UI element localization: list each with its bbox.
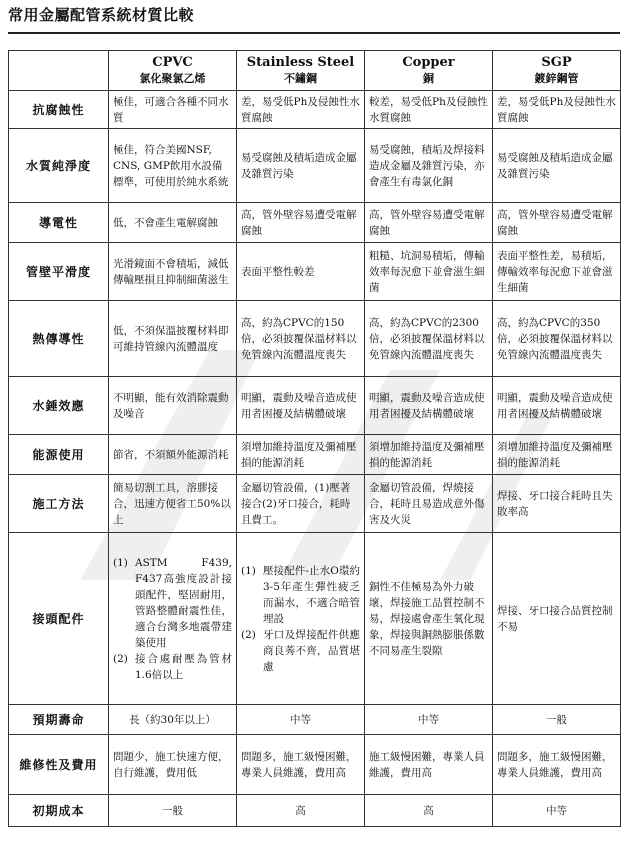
row-label: 導電性 [9, 203, 109, 243]
list-number: (1) [113, 556, 128, 569]
table-row [9, 795, 621, 827]
table-cell: 長（約30年以上） [109, 705, 237, 735]
table-row [9, 91, 621, 129]
list-number: (1) [241, 564, 256, 577]
list-number: (2) [241, 628, 256, 641]
table-cell: 易受腐蝕及積垢造成金屬及雜質污染 [237, 129, 365, 203]
table-cell: 一般 [493, 705, 621, 735]
header-sgp [493, 51, 621, 91]
table-cell-ss-joints [237, 533, 365, 705]
table-cell: 高，管外壁容易遭受電解腐蝕 [493, 203, 621, 243]
table-cell: 高 [365, 795, 493, 827]
table-cell: 明顯，震動及噪音造成使用者困擾及結構體破壞 [365, 377, 493, 435]
row-label: 管壁平滑度 [9, 243, 109, 301]
table-cell: 問題多，施工級慢困難，專業人員維護，費用高 [493, 735, 621, 795]
list-text: 接合處耐壓為管材1.6倍以上 [135, 652, 232, 681]
table-cell: 明顯，震動及噪音造成使用者困擾及結構體破壞 [493, 377, 621, 435]
header-en: CPVC [152, 54, 193, 70]
table-cell: 施工級慢困難，專業人員維護，費用高 [365, 735, 493, 795]
table-cell: 高，約為CPVC的2300倍，必須披覆保溫材料以免管線內流體溫度喪失 [365, 301, 493, 377]
header-zh: 氯化聚氯乙烯 [139, 71, 206, 85]
table-row [9, 129, 621, 203]
list-text: 牙口及焊接配件供應商良莠不齊，品質堪慮 [263, 628, 360, 673]
table-cell: 較差，易受低Ph及侵蝕性水質腐蝕 [365, 91, 493, 129]
table-cell: 低，不會產生電解腐蝕 [109, 203, 237, 243]
table-row [9, 203, 621, 243]
table-row [9, 475, 621, 533]
table-cell: 易受腐蝕，積垢及焊接料造成金屬及雜質污染，亦會產生有毒氯化銅 [365, 129, 493, 203]
header-zh: 鍍鋅鋼管 [534, 71, 579, 85]
row-label: 熱傳導性 [9, 301, 109, 377]
table-cell: 高，約為CPVC的150倍，必須披覆保溫材料以免管線內流體溫度喪失 [237, 301, 365, 377]
row-label: 維修性及費用 [9, 735, 109, 795]
header-cpvc [109, 51, 237, 91]
table-cell: 差，易受低Ph及侵蝕性水質腐蝕 [237, 91, 365, 129]
table-cell: 極佳，符合美國NSF, CNS, GMP飲用水設備標準，可使用於純水系統 [109, 129, 237, 203]
table-cell: 問題多，施工級慢困難，專業人員維護，費用高 [237, 735, 365, 795]
table-row [9, 243, 621, 301]
row-label: 初期成本 [9, 795, 109, 827]
table-cell: 須增加維持溫度及彌補壓損的能源消耗 [493, 435, 621, 475]
table-cell: 中等 [493, 795, 621, 827]
header-en: Copper [402, 54, 455, 70]
header-stainless-steel [237, 51, 365, 91]
table-cell: 金屬切管設備，焊燒接合，耗時且易造成意外傷害及火災 [365, 475, 493, 533]
table-row [9, 705, 621, 735]
row-label: 水錘效應 [9, 377, 109, 435]
table-cell: 焊接、牙口接合品質控制不易 [493, 533, 621, 705]
table-cell: 表面平整性較差 [237, 243, 365, 301]
list-item [113, 555, 232, 651]
table-cell: 明顯，震動及噪音造成使用者困擾及結構體破壞 [237, 377, 365, 435]
header-copper [365, 51, 493, 91]
table-cell: 銅性不佳極易為外力破壞，焊接施工品質控制不易，焊接處會產生氧化現象，焊接與銅熱膨脹係數不同易產生裂隙 [365, 533, 493, 705]
list-item [241, 627, 360, 675]
table-cell: 低，不須保溫披覆材料即可維持管線內流體溫度 [109, 301, 237, 377]
comparison-table [8, 50, 621, 827]
title-underline [8, 32, 620, 34]
table-row [9, 377, 621, 435]
table-cell: 中等 [365, 705, 493, 735]
table-cell: 簡易切割工具，溶膠接合，迅速方便省工50%以上 [109, 475, 237, 533]
table-cell: 一般 [109, 795, 237, 827]
list-text: 壓接配件-止水O環約3-5年產生彈性疲乏而漏水，不適合暗管埋設 [263, 564, 360, 625]
header-en: Stainless Steel [246, 54, 355, 70]
table-cell: 金屬切管設備，(1)壓著接合(2)牙口接合，耗時且費工。 [237, 475, 365, 533]
list-number: (2) [113, 652, 128, 665]
table-cell: 易受腐蝕及積垢造成金屬及雜質污染 [493, 129, 621, 203]
table-cell-cpvc-joints [109, 533, 237, 705]
table-cell: 表面平整性差，易積垢，傳輸效率每況愈下並會滋生細菌 [493, 243, 621, 301]
table-cell: 光滑鏡面不會積垢，減低傳輸壓損且抑制細菌滋生 [109, 243, 237, 301]
table-cell: 高 [237, 795, 365, 827]
row-label: 預期壽命 [9, 705, 109, 735]
table-cell: 焊接、牙口接合耗時且失敗率高 [493, 475, 621, 533]
header-en: SGP [541, 54, 572, 70]
table-cell: 須增加維持溫度及彌補壓損的能源消耗 [237, 435, 365, 475]
table-row [9, 301, 621, 377]
page-title: 常用金屬配管系統材質比較 [8, 6, 195, 24]
table-cell: 高，約為CPVC的350倍，必須披覆保溫材料以免管線內流體溫度喪失 [493, 301, 621, 377]
table-cell: 高，管外壁容易遭受電解腐蝕 [237, 203, 365, 243]
list-item [241, 563, 360, 627]
row-label: 施工方法 [9, 475, 109, 533]
table-cell: 極佳，可適合各種不同水質 [109, 91, 237, 129]
header-zh: 不鏽鋼 [284, 71, 317, 85]
table-cell: 中等 [237, 705, 365, 735]
table-cell: 須增加維持溫度及彌補壓損的能源消耗 [365, 435, 493, 475]
table-cell: 差，易受低Ph及侵蝕性水質腐蝕 [493, 91, 621, 129]
row-label: 抗腐蝕性 [9, 91, 109, 129]
row-label: 接頭配件 [9, 533, 109, 705]
header-row [9, 51, 621, 91]
list-text: ASTM F439, F437高強度設計接頭配件，堅固耐用，管路整體耐震性佳，適合台灣多地震帶建築使用 [135, 556, 232, 649]
table-cell: 節省，不須額外能源消耗 [109, 435, 237, 475]
header-zh: 銅 [423, 71, 434, 85]
table-cell: 高，管外壁容易遭受電解腐蝕 [365, 203, 493, 243]
table-row [9, 435, 621, 475]
table-cell: 不明顯，能有效消除震動及噪音 [109, 377, 237, 435]
table-cell: 粗糙、坑洞易積垢，傳輸效率每況愈下並會滋生細菌 [365, 243, 493, 301]
list-item [113, 651, 232, 683]
row-label: 能源使用 [9, 435, 109, 475]
table-row-joints [9, 533, 621, 705]
row-label: 水質純淨度 [9, 129, 109, 203]
table-cell: 問題少，施工快速方便，自行維護，費用低 [109, 735, 237, 795]
header-stub [9, 51, 109, 91]
table-row [9, 735, 621, 795]
